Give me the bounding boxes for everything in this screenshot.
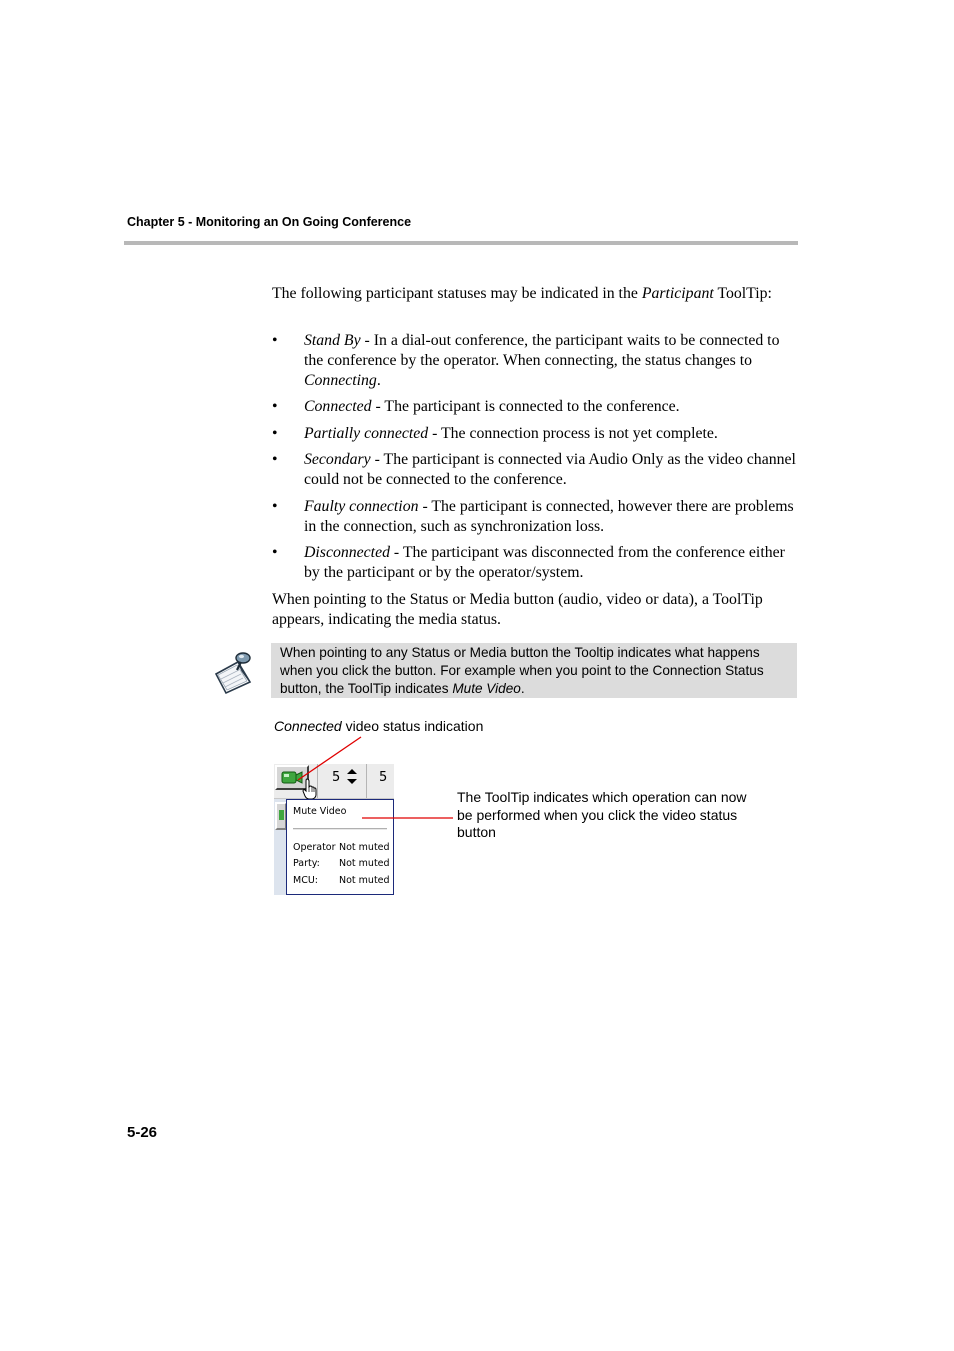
- bullet-stand-by: Stand By - In a dial-out conference, the participant waits to be connected to the conference by the operator. When connecting, the status changes to Connecting.: [304, 332, 780, 389]
- bullet-marker: •: [272, 451, 278, 468]
- bullet-marker: •: [272, 398, 278, 415]
- bullet-disconnected: Disconnected - The participant was disconnected from the conference either by the participant or by the operator/system.: [304, 544, 785, 581]
- bullet-marker: •: [272, 332, 278, 349]
- page-number: 5-26: [127, 1124, 158, 1141]
- figure-caption: Connected video status indication: [274, 718, 484, 734]
- tooltip-value-mcu: Not muted: [339, 875, 390, 886]
- bullet-marker: •: [272, 498, 278, 515]
- bullet-marker: •: [272, 425, 278, 442]
- tooltip-value-party: Not muted: [339, 858, 390, 869]
- bullet-partially-connected: Partially connected - The connection process is not yet complete.: [304, 425, 718, 442]
- note-text: When pointing to any Status or Media button the Tooltip indicates what happens when you click the button. For example when you point to the Connection Status button, the ToolTip indicates Mute Video.: [280, 645, 764, 696]
- pointing-paragraph: When pointing to the Status or Media button (audio, video or data), a ToolTip appears, indicating the media status.: [272, 591, 763, 628]
- tooltip-label-mcu: MCU:: [293, 875, 318, 886]
- tooltip-title: Mute Video: [293, 806, 347, 817]
- tooltip-callout: The ToolTip indicates which operation can now be performed when you click the video status button: [457, 789, 747, 840]
- chapter-header: Chapter 5 - Monitoring an On Going Conference: [127, 215, 412, 229]
- bullet-connected: Connected - The participant is connected to the conference.: [304, 398, 680, 415]
- caption-leader-line: [298, 737, 361, 780]
- tooltip-label-operator: Operator: [293, 842, 336, 853]
- spinner-value: 5: [332, 770, 341, 785]
- tooltip-label-party: Party:: [293, 858, 320, 869]
- bullet-secondary: Secondary - The participant is connected via Audio Only as the video channel could not be connected to the conference.: [304, 451, 796, 488]
- cell-value: 5: [379, 770, 388, 785]
- bullet-faulty-connection: Faulty connection - The participant is connected, however there are problems in the connection, such as synchronization loss.: [304, 498, 794, 535]
- bullet-marker: •: [272, 544, 278, 561]
- tooltip-value-operator: Not muted: [339, 842, 390, 853]
- intro-paragraph: The following participant statuses may be indicated in the Participant ToolTip:: [272, 285, 772, 302]
